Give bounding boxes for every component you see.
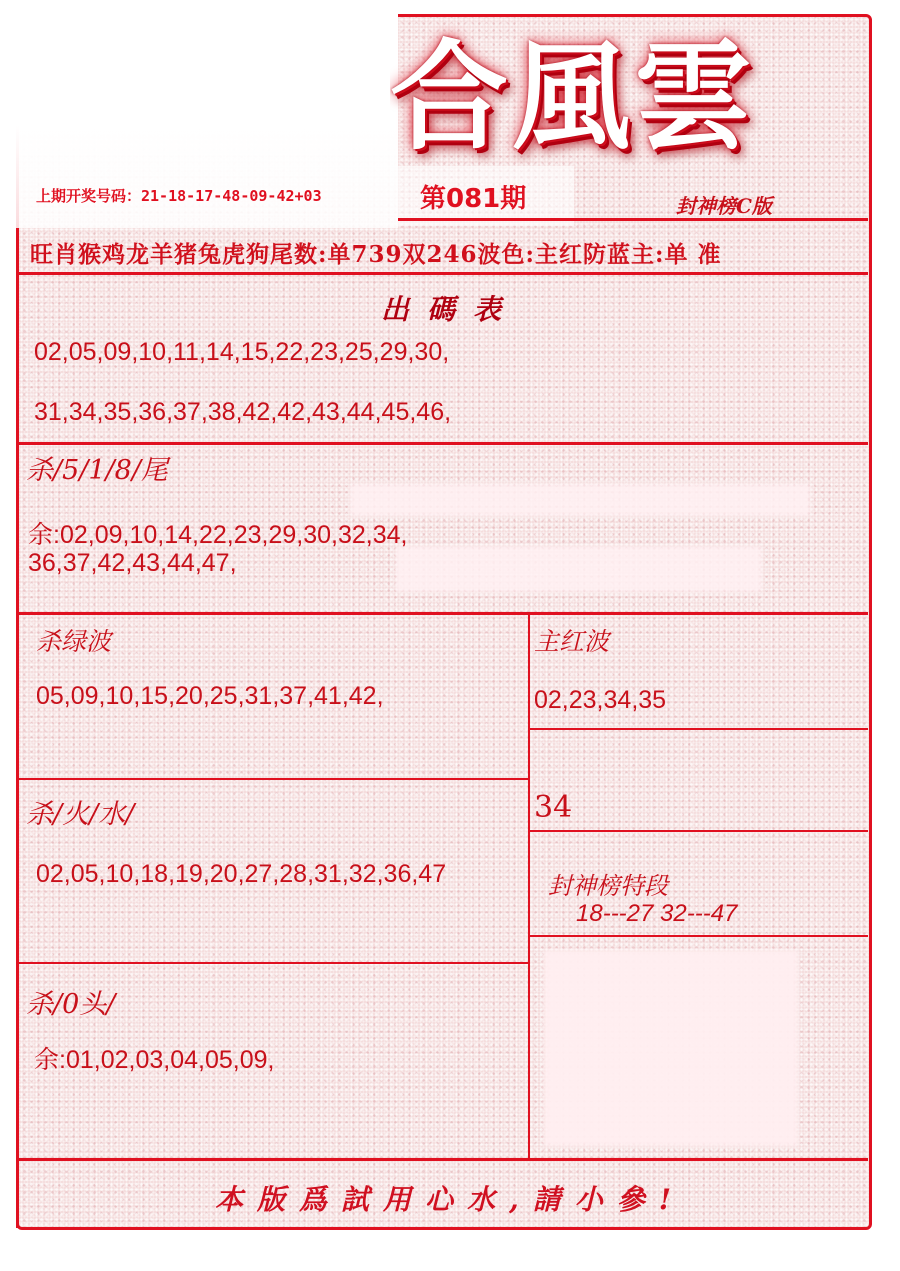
main-red-heading: 主红波 [534,627,610,656]
kill-green-heading: 杀绿波 [36,627,112,656]
main-red-numbers: 02,23,34,35 [534,686,667,714]
column-divider [528,614,530,1158]
rule-under-table [18,442,868,445]
rule-right-2 [530,830,868,832]
left-edge [16,228,19,1228]
number-table-row-2: 31,34,35,36,37,38,42,42,43,44,45,46, [34,398,452,426]
rule-above-footer [18,1158,868,1161]
kill-tails-row-1: 余:02,09,10,14,22,23,29,30,32,34, [28,521,408,549]
kill-green-numbers: 05,09,10,15,20,25,31,37,41,42, [36,682,384,710]
kill-tails-heading: 杀/5/1/8/尾 [26,455,168,486]
redacted-strip-2 [396,546,762,592]
kill-elements-numbers: 02,05,10,18,19,20,27,28,31,32,36,47 [36,860,447,888]
edition-label: 封神榜C版 [676,194,772,218]
special-title: 封神榜特段 [548,872,668,900]
number-table-row-1: 02,05,09,10,11,14,15,22,23,25,29,30, [34,338,450,366]
special-range: 18---27 32---47 [576,900,738,927]
rule-under-headline [18,272,868,275]
headline: 旺肖猴鸡龙羊猪兔虎狗尾数:单739双246波色:主红防蓝主:单 准 [30,241,722,268]
rule-left-1 [18,778,530,780]
kill-head-numbers: 余:01,02,03,04,05,09, [34,1046,275,1074]
redacted-strip-1 [350,484,810,516]
single-number: 34 [534,790,573,825]
issue-box [398,166,574,226]
issue-number: 第081期 [420,184,527,214]
footer-note: 本版爲試用心水,請小參! [214,1183,686,1216]
rule-right-1 [530,728,868,730]
rule-left-2 [18,962,530,964]
rule-under-tails [18,612,868,615]
rule-under-header [398,218,868,221]
rule-right-3 [530,935,868,937]
masthead-title: 合風雲 [390,27,757,166]
kill-head-heading: 杀/0头/ [26,989,116,1020]
number-table-title: 出碼表 [380,293,519,326]
previous-draw: 上期开奖号码：21-18-17-48-09-42+03 [36,187,322,205]
kill-elements-heading: 杀/火/水/ [26,799,135,830]
kill-tails-row-2: 36,37,42,43,44,47, [28,549,237,577]
redacted-block [544,950,798,1146]
